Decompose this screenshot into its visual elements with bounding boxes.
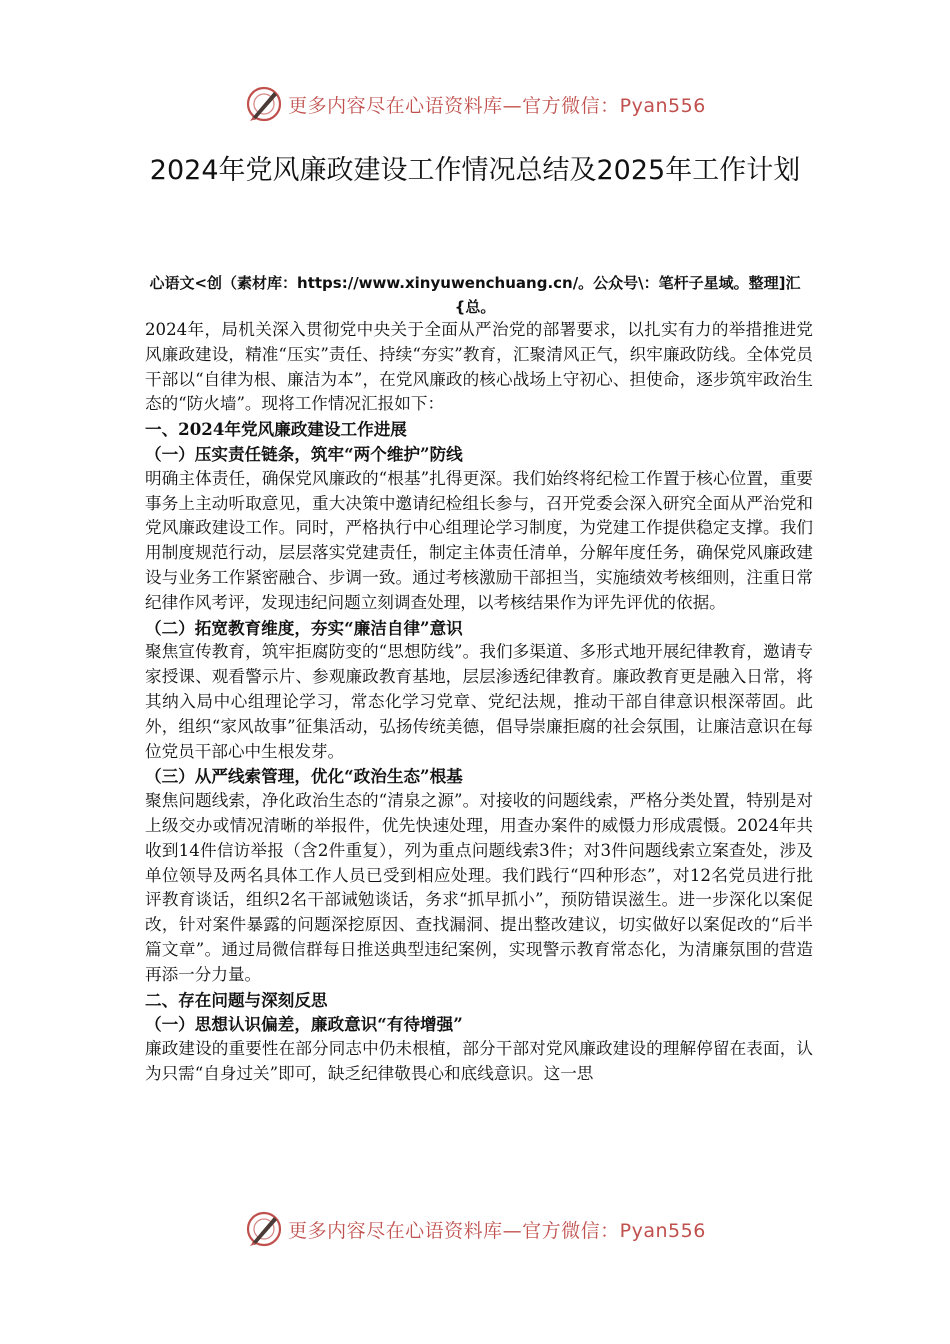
document-body (145, 318, 813, 1087)
intro-paragraph: 2024年，局机关深入贯彻党中央关于全面从严治党的部署要求，以扎实有力的举措推进党风廉政建设，精准“压实”责任、持续“夯实”教育，汇聚清风正气，织牢廉政防线。全体党员干部以“自律为根、廉洁为本”，在党风廉政的核心战场上守初心、担使命，逐步筑牢政治生态的“防火墙”。现将工作情况汇报如下： (145, 320, 813, 414)
body-paragraph: 廉政建设的重要性在部分同志中仍未根植，部分干部对党风廉政建设的理解停留在表面，认为只需“自身过关”即可，缺乏纪律敬畏心和底线意识。这一思 (145, 1039, 813, 1083)
subsection-heading: （二）拓宽教育维度，夯实“廉洁自律”意识 (145, 617, 463, 638)
section-heading: 一、2024年党风廉政建设工作进展 (145, 419, 407, 440)
body-paragraph: 聚焦宣传教育，筑牢拒腐防变的“思想防线”。我们多渠道、多形式地开展纪律教育，邀请专家授课、观看警示片、参观廉政教育基地，层层渗透纪律教育。廉政教育更是融入日常，将其纳入局中心组理论学习，常态化学习党章、党纪法规，推动干部自律意识根深蒂固。此外，组织“家风故事”征集活动，弘扬传统美德，倡导崇廉拒腐的社会氛围，让廉洁意识在每位党员干部心中生根发芽。 (145, 642, 813, 761)
body-paragraph: 聚焦问题线索，净化政治生态的“清泉之源”。对接收的问题线索，严格分类处置，特别是对上级交办或情况清晰的举报件，优先快速处理，用查办案件的威慑力形成震慑。2024年共收到14件信访举报（含2件重复），列为重点问题线索3件；对3件问题线索立案查处，涉及单位领导及两名具体工作人员已受到相应处理。我们践行“四种形态”，对12名党员进行批评教育谈话，组织2名干部诫勉谈话，务求“抓早抓小”，预防错误滋生。进一步深化以案促改，针对案件暴露的问题深挖原因、查找漏洞、提出整改建议，切实做好以案促改的“后半篇文章”。通过局微信群每日推送典型违纪案例，实现警示教育常态化，为清廉氛围的营造再添一分力量。 (145, 791, 813, 984)
watermark-text: 更多内容尽在心语资料库—官方微信：Pyan556 (288, 94, 706, 117)
brush-logo-icon (244, 1209, 284, 1249)
body-paragraph: 明确主体责任，确保党风廉政的“根基”扎得更深。我们始终将纪检工作置于核心位置，重要事务上主动听取意见，重大决策中邀请纪检组长参与，召开党委会深入研究全面从严治党和党风廉政建设工作。同时，严格执行中心组理论学习制度，为党建工作提供稳定支撑。我们用制度规范行动，层层落实党建责任，制定主体责任清单，分解年度任务，确保党风廉政建设与业务工作紧密融合、步调一致。通过考核激励干部担当，实施绩效考核细则，注重日常纪律作风考评，发现违纪问题立刻调查处理，以考核结果作为评先评优的依据。 (145, 468, 813, 612)
section-heading: 二、存在问题与深刻反思 (145, 989, 328, 1010)
watermark-text: 更多内容尽在心语资料库—官方微信：Pyan556 (288, 1219, 706, 1242)
subsection-heading: （一）思想认识偏差，廉政意识“有待增强” (145, 1014, 463, 1035)
source-note: 心语文<创（素材库：https://www.xinyuwenchuang.cn/。公众号\：笔杆子星域。整理]汇{总。 (149, 274, 801, 316)
brush-logo-icon (244, 84, 284, 124)
header-watermark-banner (0, 82, 950, 126)
footer-watermark-banner (0, 1207, 950, 1251)
document-title: 2024年党风廉政建设工作情况总结及2025年工作计划 (149, 155, 801, 186)
subsection-heading: （一）压实责任链条，筑牢“两个维护”防线 (145, 443, 463, 464)
subsection-heading: （三）从严线索管理，优化“政治生态”根基 (145, 766, 463, 787)
